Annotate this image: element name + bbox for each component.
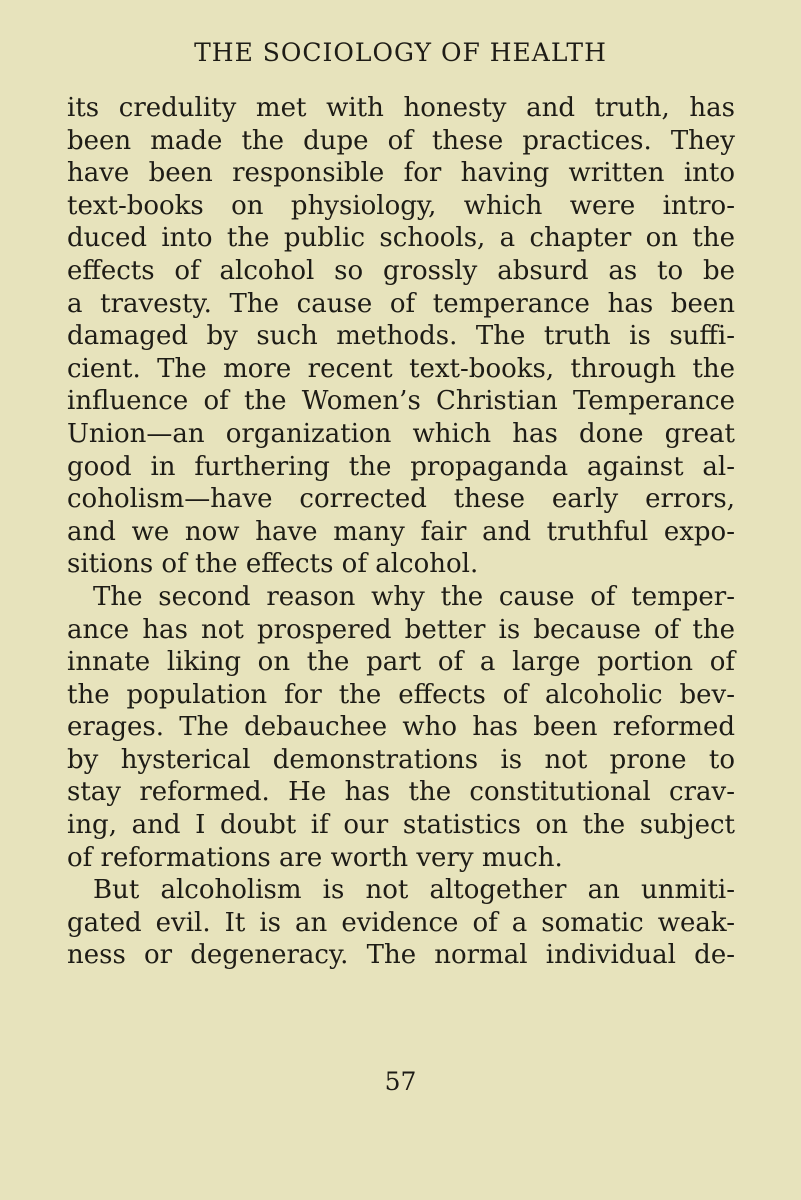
text-line: cient. The more recent text-books, through the — [67, 353, 735, 384]
text-line: erages. The debauchee who has been reformed — [67, 712, 735, 743]
text-line: and we now have many fair and truthful expo- — [67, 516, 735, 547]
text-line: sitions of the effects of alcohol. — [67, 549, 479, 580]
text-line: stay reformed. He has the constitutional crav- — [67, 777, 735, 808]
text-line: good in furthering the propaganda against al- — [67, 451, 735, 482]
text-line: Union—an organization which has done great — [67, 418, 735, 449]
body-text — [67, 92, 735, 972]
text-line: ance has not prospered better is because of the — [67, 614, 735, 645]
text-line: influence of the Women’s Christian Temperance — [67, 386, 735, 417]
page-number: 57 — [384, 1067, 417, 1096]
text-line: been made the dupe of these practices. They — [67, 125, 735, 156]
text-line: the population for the effects of alcoholic bev- — [67, 679, 735, 710]
text-line: of reformations are worth very much. — [67, 842, 563, 873]
text-line: effects of alcohol so grossly absurd as to be — [67, 255, 735, 286]
text-line: by hysterical demonstrations is not prone to — [67, 744, 735, 775]
text-line: duced into the public schools, a chapter on the — [67, 223, 735, 254]
text-line: coholism—have corrected these early errors, — [67, 484, 735, 515]
text-line: its credulity met with honesty and truth, has — [67, 93, 735, 123]
text-line: gated evil. It is an evidence of a somatic weak- — [67, 907, 735, 938]
text-line: ness or degeneracy. The normal individual de- — [67, 940, 735, 971]
text-line: text-books on physiology, which were intro- — [67, 190, 735, 221]
text-line: a travesty. The cause of temperance has been — [67, 288, 735, 319]
text-line: damaged by such methods. The truth is suffi- — [67, 321, 735, 352]
text-line: The second reason why the cause of temper- — [93, 581, 735, 612]
text-line: innate liking on the part of a large portion of — [67, 647, 735, 678]
running-head: THE SOCIOLOGY OF HEALTH — [194, 38, 607, 67]
text-line: But alcoholism is not altogether an unmiti- — [93, 875, 735, 906]
text-line: ing, and I doubt if our statistics on the subject — [67, 810, 735, 841]
text-line: have been responsible for having written into — [67, 158, 735, 189]
